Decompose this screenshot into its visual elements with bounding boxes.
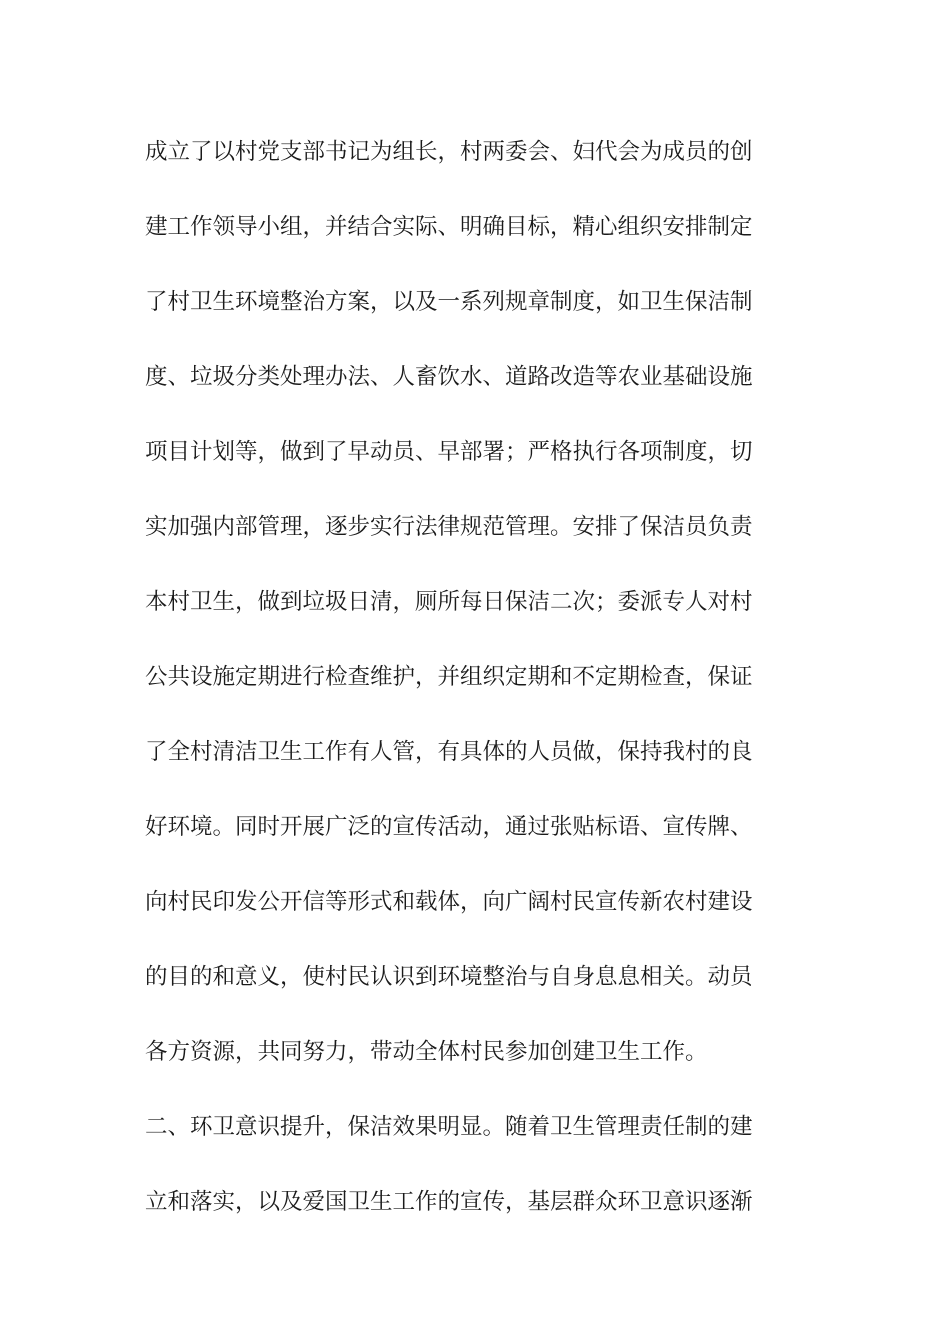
text-line-3: 了村卫生环境整治方案，以及一系列规章制度，如卫生保洁制 bbox=[145, 289, 753, 315]
text-line-5: 项目计划等，做到了早动员、早部署；严格执行各项制度，切 bbox=[145, 439, 753, 465]
text-line-14: 二、环卫意识提升，保洁效果明显。随着卫生管理责任制的建 bbox=[145, 1114, 753, 1140]
text-line-4: 度、垃圾分类处理办法、人畜饮水、道路改造等农业基础设施 bbox=[145, 364, 753, 390]
text-line-10: 好环境。同时开展广泛的宣传活动，通过张贴标语、宣传牌、 bbox=[145, 814, 753, 840]
text-line-12: 的目的和意义，使村民认识到环境整治与自身息息相关。动员 bbox=[145, 964, 753, 990]
text-line-9: 了全村清洁卫生工作有人管，有具体的人员做，保持我村的良 bbox=[145, 739, 753, 765]
text-line-6: 实加强内部管理，逐步实行法律规范管理。安排了保洁员负责 bbox=[145, 514, 753, 540]
text-line-7: 本村卫生，做到垃圾日清，厕所每日保洁二次；委派专人对村 bbox=[145, 589, 753, 615]
text-line-2: 建工作领导小组，并结合实际、明确目标，精心组织安排制定 bbox=[145, 214, 753, 240]
text-line-13: 各方资源，共同努力，带动全体村民参加创建卫生工作。 bbox=[145, 1039, 708, 1065]
text-line-1: 成立了以村党支部书记为组长，村两委会、妇代会为成员的创 bbox=[145, 139, 753, 165]
text-line-15: 立和落实，以及爱国卫生工作的宣传，基层群众环卫意识逐渐 bbox=[145, 1189, 753, 1215]
text-line-8: 公共设施定期进行检查维护，并组织定期和不定期检查，保证 bbox=[145, 664, 753, 690]
text-line-11: 向村民印发公开信等形式和载体，向广阔村民宣传新农村建设 bbox=[145, 889, 753, 915]
